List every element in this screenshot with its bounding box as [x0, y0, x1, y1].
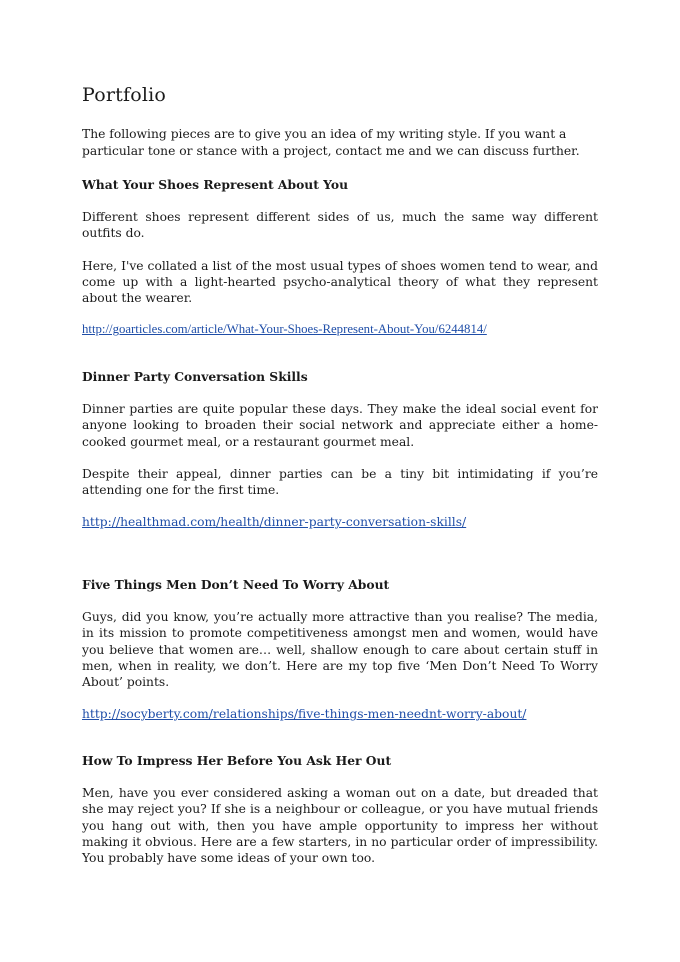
article-title: What Your Shoes Represent About You — [82, 177, 349, 192]
article-five-things — [82, 577, 598, 722]
article-paragraph: Guys, did you know, you’re actually more attractive than you realise? The media, in its mission to promote competitiveness amongst men and women, would have you believe that women are… well, shallow enough to care about certain stuff in men, when in reality, we don’t. Here are my top five ‘Men Don’t Need To Worry About’ points. — [82, 610, 598, 690]
article-link[interactable]: http://goarticles.com/article/What-Your-Shoes-Represent-About-You/6244814/ — [82, 322, 487, 337]
article-title: Dinner Party Conversation Skills — [82, 369, 308, 384]
article-paragraph: Despite their appeal, dinner parties can be a tiny bit intimidating if you’re attending one for the first time. — [82, 466, 598, 498]
article-title: Five Things Men Don’t Need To Worry About — [82, 577, 390, 592]
article-dinner-party — [82, 369, 598, 530]
page-title: Portfolio — [82, 84, 167, 106]
article-paragraph: Here, I've collated a list of the most usual types of shoes women tend to wear, and come up with a light-hearted psycho-analytical theory of what they represent about the wearer. — [82, 258, 598, 306]
article-paragraph: Different shoes represent different sides of us, much the same way different outfits do. — [82, 210, 598, 241]
article-impress-her — [82, 753, 598, 866]
article-link[interactable]: http://healthmad.com/health/dinner-party-conversation-skills/ — [82, 515, 467, 530]
article-title: How To Impress Her Before You Ask Her Out — [82, 753, 392, 768]
article-shoes — [82, 177, 598, 337]
article-paragraph: Men, have you ever considered asking a woman out on a date, but dreaded that she may reject you? If she is a neighbour or colleague, or you have mutual friends you hang out with, then you have ample opportunity to impress her without making it obvious. Here are a few starters, in no particular order of impressibility. You probably have some ideas of your own too. — [82, 786, 598, 866]
article-paragraph: Dinner parties are quite popular these days. They make the ideal social event for anyone looking to broaden their social network and appreciate either a home-cooked gourmet meal, or a restaurant gourmet meal. — [82, 402, 598, 449]
article-link[interactable]: http://socyberty.com/relationships/five-things-men-neednt-worry-about/ — [82, 707, 527, 722]
intro-paragraph: The following pieces are to give you an idea of my writing style. If you want a particular tone or stance with a project, contact me and we can discuss further. — [82, 127, 580, 158]
